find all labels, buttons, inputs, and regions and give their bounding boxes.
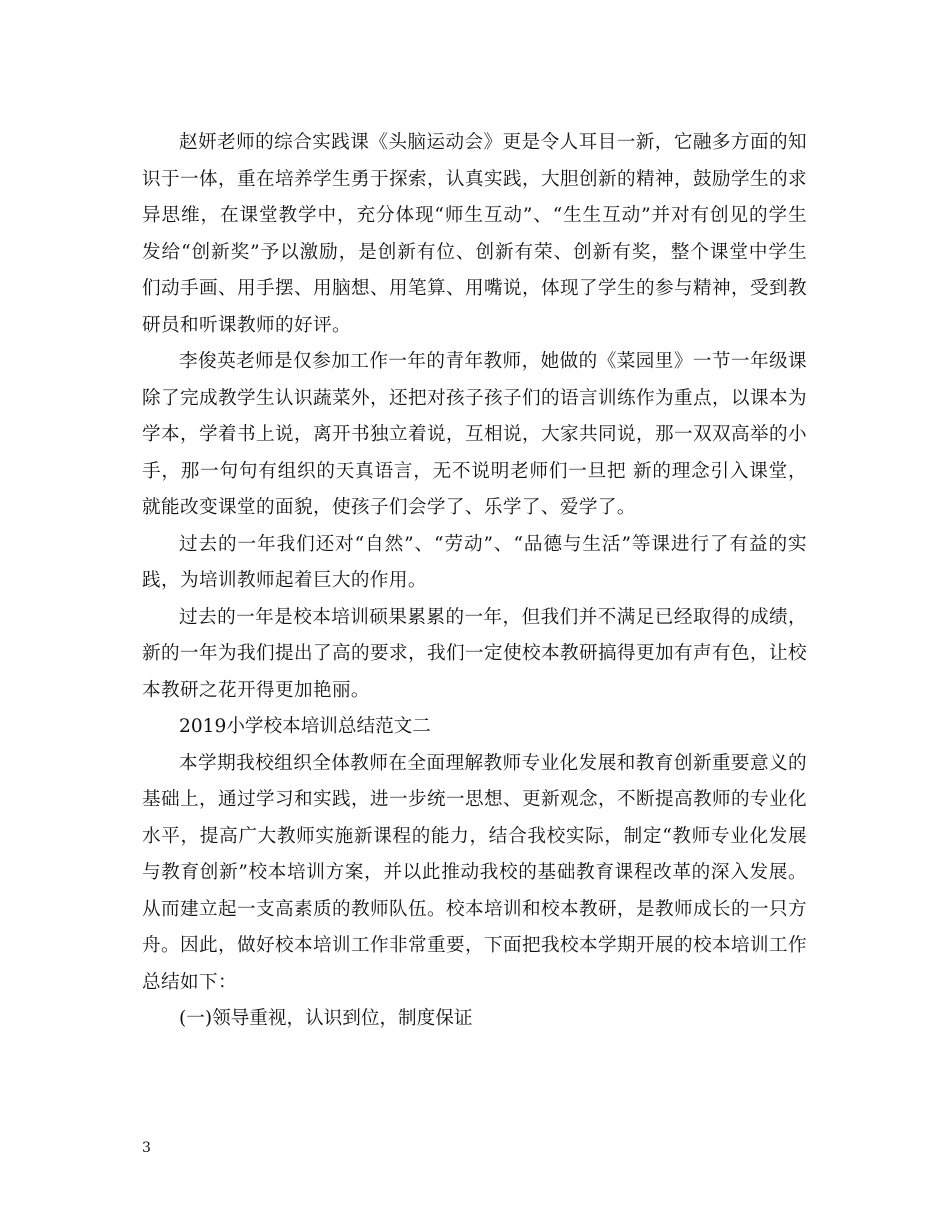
paragraph-zhao-yan-lesson: 赵妍老师的综合实践课《头脑运动会》更是令人耳目一新，它融多方面的知识于一体，重在培养学生勇于探索，认真实践，大胆创新的精神，鼓励学生的求异思维，在课堂教学中，充分体现“师生互动”、“生生互动”并对有创见的学生发给“创新奖”予以激励，是创新有位、创新有荣、创新有奖，整个课堂中学生们动手画、用手摆、用脑想、用笔算、用嘴说，体现了学生的参与精神，受到教研员和听课教师的好评。 xyxy=(142,132,807,336)
paragraph-other-subjects: 过去的一年我们还对“自然”、“劳动”、“品德与生活”等课进行了有益的实践，为培训教师起着巨大的作用。 xyxy=(142,533,807,591)
subheading-leadership: (一)领导重视，认识到位，制度保证 xyxy=(179,1008,473,1029)
section-title-sample-two: 2019小学校本培训总结范文二 xyxy=(179,716,431,737)
paragraph-semester-intro: 本学期我校组织全体教师在全面理解教师专业化发展和教育创新重要意义的基础上，通过学习和实践，进一步统一思想、更新观念，不断提高教师的专业化水平，提高广大教师实施新课程的能力，结合我校实际，制定“教师专业化发展与教育创新”校本培训方案，并以此推动我校的基础教育课程改革的深入发展。从而建立起一支高素质的教师队伍。校本培训和校本教研，是教师成长的一只方舟。因此，做好校本培训工作非常重要，下面把我校本学期开展的校本培训工作总结如下： xyxy=(142,752,807,993)
paragraph-year-summary: 过去的一年是校本培训硕果累累的一年，但我们并不满足已经取得的成绩，新的一年为我们提出了高的要求，我们一定使校本教研搞得更加有声有色，让校本教研之花开得更加艳丽。 xyxy=(142,606,807,701)
page-number: 3 xyxy=(142,1140,151,1156)
document-body xyxy=(142,125,807,1038)
paragraph-li-junying-lesson: 李俊英老师是仅参加工作一年的青年教师，她做的《菜园里》一节一年级课除了完成教学生认识蔬菜外，还把对孩子孩子们的语言训练作为重点，以课本为学本，学着书上说，离开书独立着说，互相说，大家共同说，那一双双高举的小手，那一句句有组织的天真语言，无不说明老师们一旦把 新的理念引入课堂，就能改变课堂的面貌，使孩子们会学了、乐学了、爱学了。 xyxy=(142,351,807,518)
